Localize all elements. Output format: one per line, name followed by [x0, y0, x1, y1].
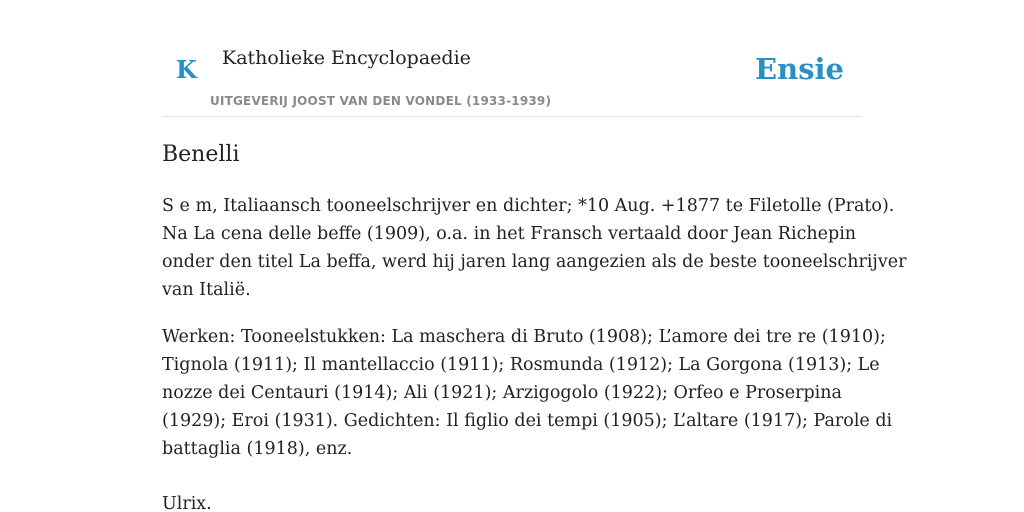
paragraph-line: (1929); Eroi (1931). Gedichten: Il figlio dei tempi (1905); L’altare (1917); Parole di [162, 411, 893, 431]
paragraph-line: Na La cena delle beffe (1909), o.a. in het Fransch vertaald door Jean Richepin [162, 224, 857, 244]
paragraph-line: Werken: Tooneelstukken: La maschera di Bruto (1908); L’amore dei tre re (1910); [162, 327, 886, 347]
entry-paragraph-works [162, 323, 893, 463]
publisher-subtitle: UITGEVERIJ JOOST VAN DEN VONDEL (1933-1939) [210, 94, 552, 108]
paragraph-line: van Italië. [162, 280, 251, 300]
paragraph-line: nozze dei Centauri (1914); Ali (1921); Arzigogolo (1922); Orfeo e Proserpina [162, 383, 842, 403]
site-title[interactable]: Katholieke Encyclopaedie [222, 47, 471, 69]
site-logo[interactable]: K [176, 55, 197, 84]
entry-paragraph-description [162, 192, 907, 304]
ensie-brand-logo[interactable]: Ensie [755, 52, 844, 86]
paragraph-line: onder den titel La beffa, werd hij jaren lang aangezien als de beste tooneelschrijver [162, 252, 907, 272]
entry-author: Ulrix. [162, 494, 212, 512]
entry-title: Benelli [162, 142, 240, 167]
paragraph-line: battaglia (1918), enz. [162, 439, 353, 459]
site-header [162, 0, 862, 117]
paragraph-line: Tignola (1911); Il mantellaccio (1911); Rosmunda (1912); La Gorgona (1913); Le [162, 355, 880, 375]
paragraph-line: S e m, Italiaansch tooneelschrijver en dichter; *10 Aug. +1877 te Filetolle (Prato). [162, 196, 895, 216]
page-container [162, 0, 907, 512]
